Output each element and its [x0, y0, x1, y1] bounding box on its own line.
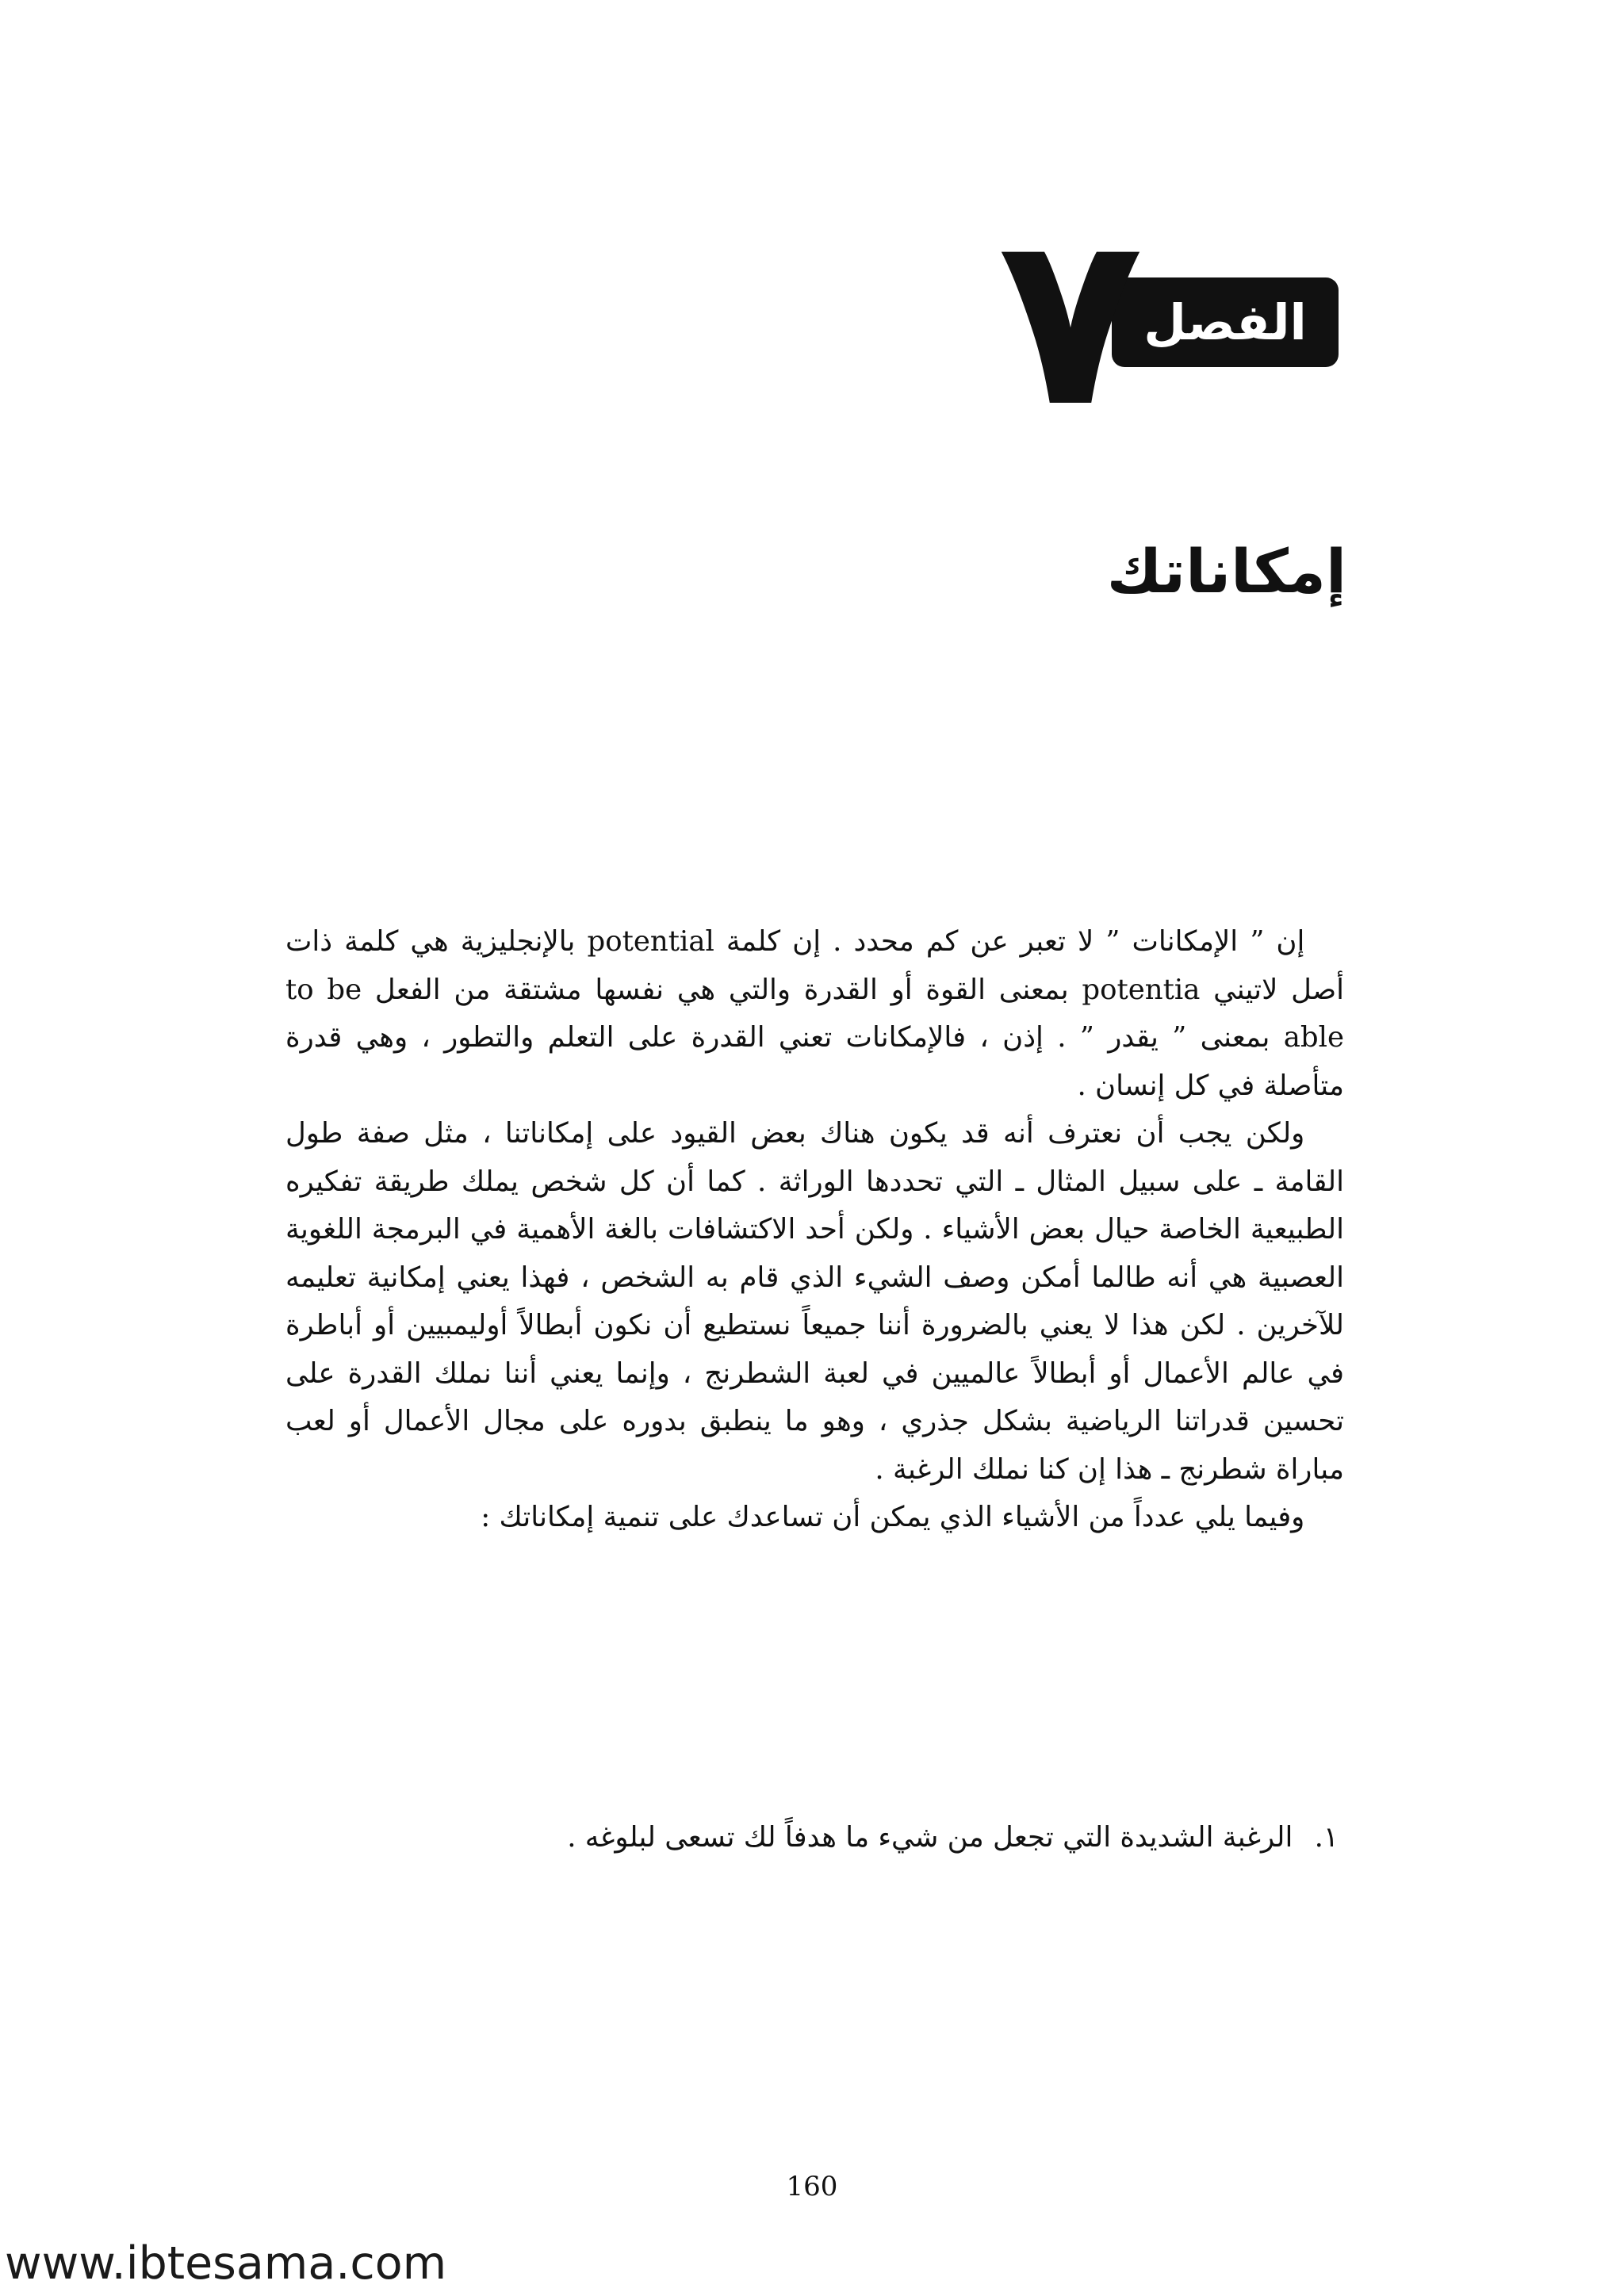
list-item: [280, 1814, 1339, 1862]
watermark: www.ibtesama.com: [5, 2237, 447, 2290]
page-number: 160: [786, 2171, 838, 2202]
chapter-number: ٧: [998, 182, 1143, 459]
body-text: [285, 918, 1344, 1542]
chapter-label: الفصل: [1143, 293, 1307, 351]
paragraph: وفيما يلي عدداً من الأشياء الذي يمكن أن تساعدك على تنمية إمكاناتك :: [481, 1501, 1305, 1533]
list-item-number: ١.: [1314, 1821, 1339, 1854]
paragraph: ولكن يجب أن نعترف أنه قد يكون هناك بعض القيود على إمكاناتنا ، مثل صفة طول القامة ـ على سبيل المثال ـ التي تحددها الوراثة . كما أن كل شخص يملك طريقة تفكيره الطبيعية الخاصة حيال بعض الأشياء . ولكن أحد الاكتشافات بالغة الأهمية في البرمجة اللغوية العصبية هي أنه طالما أمكن وصف الشيء الذي قام به الشخص ، فهذا يعني إمكانية تعليمه للآخرين . لكن هذا لا يعني بالضرورة أننا جميعاً نستطيع أن نكون أبطالاً أوليمبيين أو أباطرة في عالم الأعمال أو أبطالاً عالميين في لعبة الشطرنج ، وإنما يعني أننا نملك القدرة على تحسين قدراتنا الرياضية بشكل جذري ، وهو ما ينطبق بدوره على مجال الأعمال أو لعب مباراة شطرنج ـ هذا إن كنا نملك الرغبة .: [285, 1117, 1344, 1486]
chapter-title: إمكاناتك: [1106, 536, 1346, 607]
list-item-text: الرغبة الشديدة التي تجعل من شيء ما هدفاً لك تسعى لبلوغه .: [567, 1821, 1293, 1854]
paragraph: إن ” الإمكانات ” لا تعبر عن كم محدد . إن كلمة potential بالإنجليزية هي كلمة ذات أصل لاتيني potentia بمعنى القوة أو القدرة والتي هي نفسها مشتقة من الفعل to be able بمعنى ” يقدر ” . إذن ، فالإمكانات تعني القدرة على التعلم والتطور ، وهي قدرة متأصلة في كل إنسان .: [285, 925, 1344, 1102]
